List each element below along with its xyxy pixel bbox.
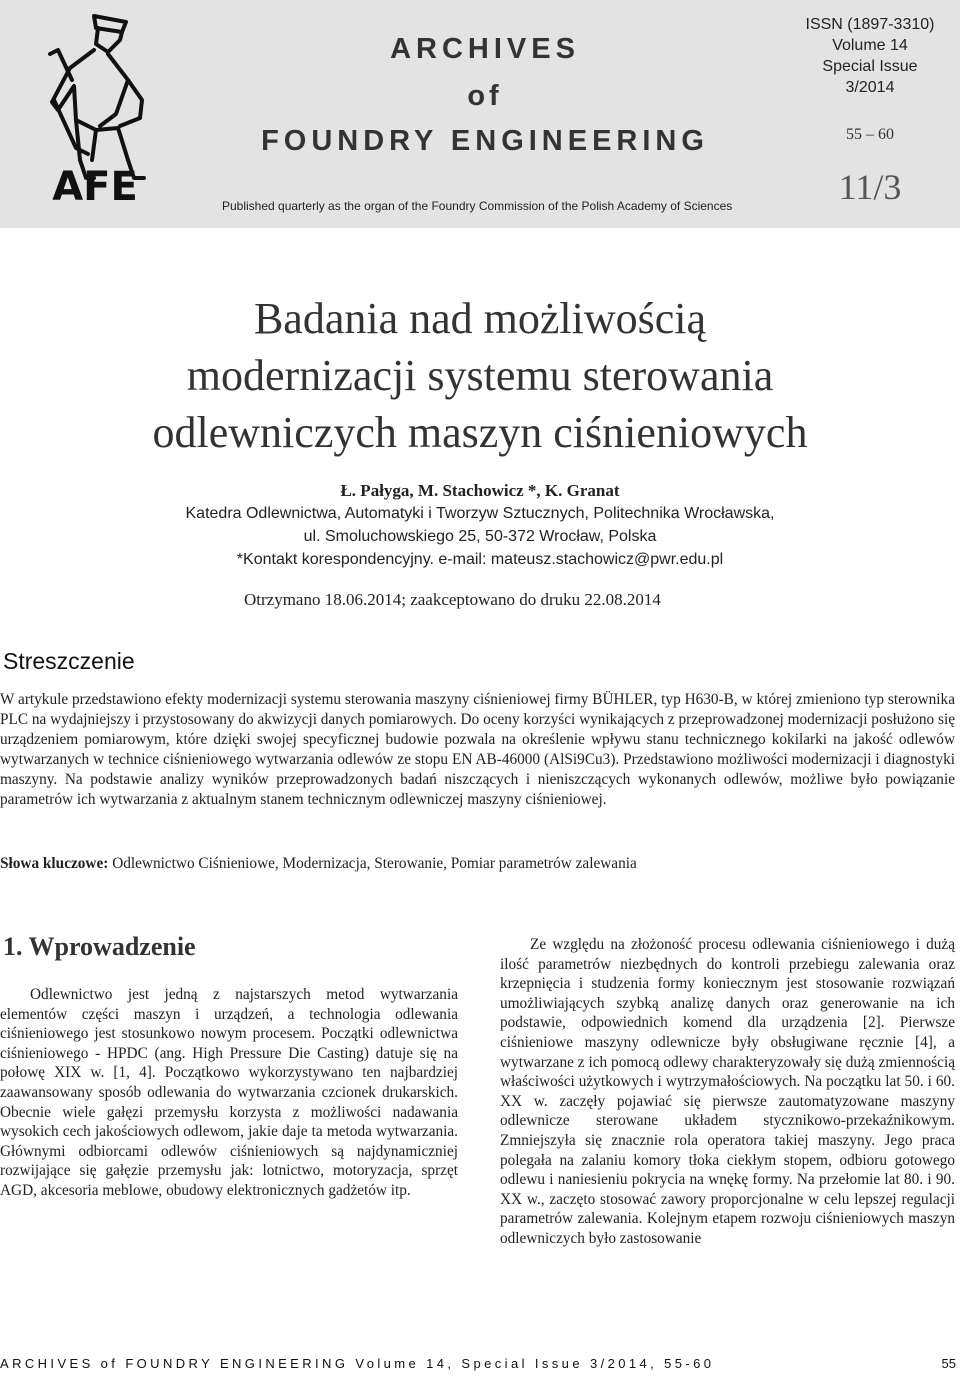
- issue-info: [790, 14, 950, 98]
- keywords: [0, 855, 955, 873]
- received-dates: Otrzymano 18.06.2014; zaakceptowano do druku 22.08.2014: [244, 590, 661, 609]
- journal-header: [0, 0, 960, 228]
- contact-email: *Kontakt korespondencyjny. e-mail: mateusz.stachowicz@pwr.edu.pl: [236, 551, 724, 568]
- affiliation-line-2: ul. Smoluchowskiego 25, 50-372 Wrocław, Polska: [303, 528, 657, 545]
- article-title: [40, 290, 920, 461]
- title-line-1: Badania nad możliwością: [253, 294, 707, 343]
- keywords-list: Odlewnictwo Ciśnieniowe, Modernizacja, Sterowanie, Pomiar parametrów zalewania: [112, 855, 637, 872]
- journal-title-line-1: ARCHIVES: [390, 33, 580, 65]
- affiliation-line-1: Katedra Odlewnictwa, Automatyki i Tworzyw Sztucznych, Politechnika Wrocławska,: [185, 505, 775, 522]
- issue-number: 3/2014: [845, 79, 895, 96]
- abstract-heading: Streszczenie: [3, 648, 135, 674]
- volume: Volume 14: [832, 37, 908, 54]
- authors: Ł. Pałyga, M. Stachowicz *, K. Granat: [340, 481, 620, 500]
- logo-text: AFE: [52, 164, 138, 206]
- keywords-label: Słowa kluczowe:: [0, 855, 109, 872]
- body-column-left: Odlewnictwo jest jedną z najstarszych metod wytwarzania elementów części maszyn i urządzeń, a technologia odlewania ciśnieniowego jest stosunkowo nowym procesem. Początki odlewnictwa ciśnieniowego - HPDC (ang. High Pressure Die Casting) datuje się na połowę XIX w. [1, 4]. Początkowo wykorzystywano ten najbardziej zaawansowany sposób odlewania do wytwarzania czcionek drukarskich. Obecnie wiele gałęzi przemysłu korzysta z możliwości nadawania wysokich cech jakościowych odlewom, jakie daje ta metoda wytwarzania. Głównymi odbiorcami odlewów ciśnieniowych są najdynamiczniej rozwijające się gałęzie przemysłu jak: lotnictwo, motoryzacja, sprzęt AGD, akcesoria meblowe, obudowy elektronicznych gadżetów itp.: [0, 986, 458, 1199]
- journal-title-line-3: FOUNDRY ENGINEERING: [261, 125, 709, 157]
- body-column-right: Ze względu na złożoność procesu odlewania ciśnieniowego i dużą ilość parametrów niezbędnych do kontroli przebiegu zalewania oraz krzepnięcia i studzenia formy koniecznym jest stosowanie rozwiązań umożliwiających szybką analizę danych oraz generowanie na ich podstawie, odpowiednich komend dla urządzenia [2]. Pierwsze ciśnieniowe maszyny odlewnicze były obsługiwane ręcznie [4], a wytwarzane z ich pomocą odlewy charakteryzowały się dużą zmiennością właściwości użytkowych i wytrzymałościowych. Na początku lat 50. i 60. XX w. zaczęły pojawiać się pierwsze zautomatyzowane maszyny odlewnicze sterowane układem stycznikowo-przekaźnikowym. Zmniejszyła się znacznie rola operatora takiej maszyny. Jego praca polegała na zalaniu komory tłoka ciekłym stopem, odbioru gotowego odlewu i naniesieniu pokrycia na wnękę formy. Na przełomie lat 80. i 90. XX w., zaczęto stosować zawory proporcjonalne w celu lepszej regulacji parametrów zalewania. Kolejnym etapem rozwoju ciśnieniowych maszyn odlewniczych było zastosowanie: [500, 936, 955, 1247]
- title-line-2: modernizacji systemu sterowania: [186, 351, 774, 400]
- issn: ISSN (1897-3310): [805, 16, 935, 33]
- title-line-3: odlewniczych maszyn ciśnieniowych: [152, 408, 808, 457]
- section-heading: 1. Wprowadzenie: [3, 932, 196, 961]
- afe-logo: [36, 10, 154, 206]
- article-code: 11/3: [838, 167, 902, 207]
- page-range: 55 – 60: [846, 126, 894, 143]
- page-number: 55: [941, 1356, 956, 1371]
- published-note: Published quarterly as the organ of the Foundry Commission of the Polish Academy of Sciences: [222, 199, 733, 213]
- special-issue: Special Issue: [822, 58, 918, 75]
- journal-title-line-2: of: [467, 80, 503, 112]
- running-footer: ARCHIVES of FOUNDRY ENGINEERING Volume 14, Special Issue 3/2014, 55-60: [0, 1356, 715, 1371]
- abstract-text: W artykule przedstawiono efekty modernizacji systemu sterowania maszyny ciśnieniowej firmy BÜHLER, typ H630-B, w której zmieniono typ sterownika PLC na wydajniejszy i przystosowany do akwizycji danych pomiarowych. Do oceny korzyści wynikających z przeprowadzonej modernizacji posłużono się urządzeniem pomiarowym, które dzięki swojej specyficznej budowie pozwala na określenie wpływu stanu technicznego kokilarki na jakość odlewów wytwarzanych w technice ciśnieniowego wytwarzania odlewów ze stopu EN AB-46000 (AlSi9Cu3). Przedstawiono możliwości modernizacji i diagnostyki maszyny. Na podstawie analizy wyników przeprowadzonych badań niszczących i nieniszczących wykonanych odlewów, możliwe było powiązanie parametrów ich wytwarzania z aktualnym stanem technicznym odlewniczej maszyny ciśnieniowej.: [0, 691, 955, 808]
